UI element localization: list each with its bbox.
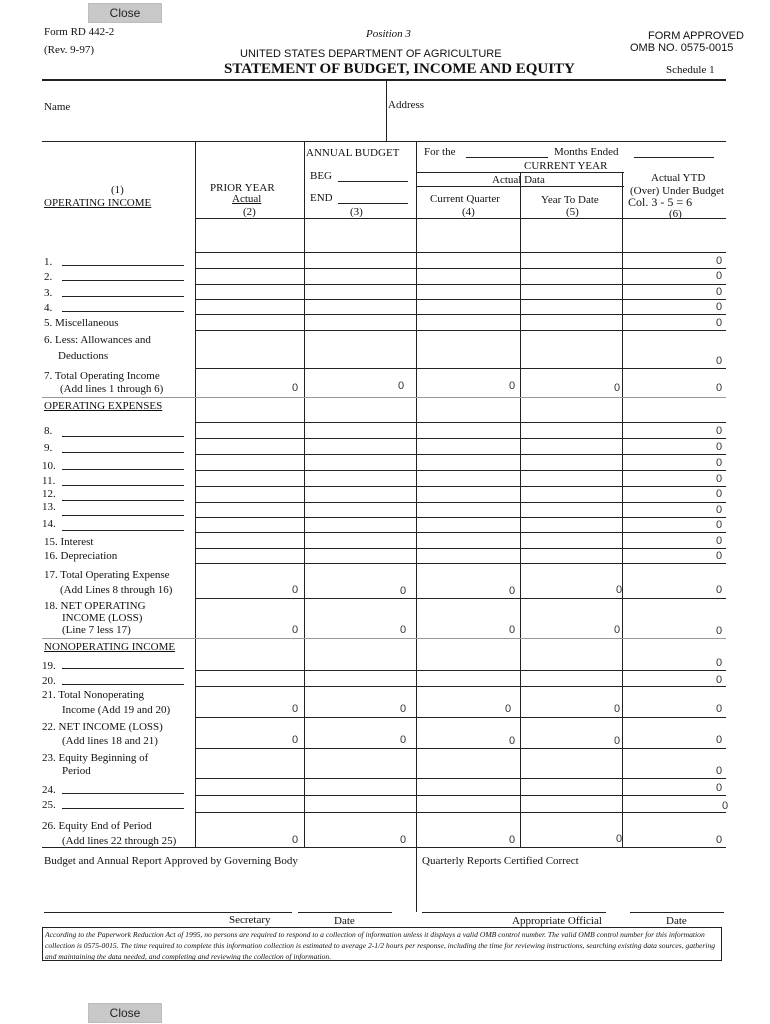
months-ended-label: Months Ended: [554, 146, 619, 158]
form-title: STATEMENT OF BUDGET, INCOME AND EQUITY: [224, 61, 575, 77]
row-26-label: 26. Equity End of Period: [42, 820, 152, 832]
year-to-date-heading: Year To Date: [541, 194, 599, 206]
grid-rule: [195, 548, 726, 549]
row-9-line[interactable]: [62, 452, 184, 453]
actual-ytd-heading: Actual YTD: [651, 172, 706, 184]
row-25-line[interactable]: [62, 808, 184, 809]
date1-label: Date: [334, 915, 355, 927]
row-23-sublabel: Period: [62, 765, 91, 777]
annual-budget-heading: ANNUAL BUDGET: [306, 147, 400, 159]
value-row-22-prior[interactable]: 0: [292, 734, 299, 746]
agency-name: UNITED STATES DEPARTMENT OF AGRICULTURE: [240, 48, 502, 60]
value-row-19[interactable]: 0: [716, 657, 723, 669]
grid-rule: [195, 563, 726, 564]
row-15-label: 15. Interest: [44, 536, 94, 548]
end-label: END: [310, 192, 333, 204]
value-row-22-budget[interactable]: 0: [400, 734, 407, 746]
value-row-23[interactable]: 0: [716, 765, 723, 777]
row-24-label: 24.: [42, 784, 56, 796]
value-row-7-budget[interactable]: 0: [398, 380, 405, 392]
row-20-line[interactable]: [62, 684, 184, 685]
value-row-12[interactable]: 0: [716, 488, 723, 500]
operating-expenses-heading: OPERATING EXPENSES: [44, 400, 163, 412]
row-6-label: 6. Less: Allowances and: [44, 334, 151, 346]
row-10-label: 10.: [42, 460, 56, 472]
grid-rule: [42, 638, 726, 639]
omb-number: OMB NO. 0575-0015: [630, 42, 734, 54]
grid-rule: [195, 778, 726, 779]
value-row-26-prior[interactable]: 0: [292, 834, 299, 846]
row-22-sublabel: (Add lines 18 and 21): [62, 735, 158, 747]
header-top-rule: [42, 141, 726, 142]
row-3-line[interactable]: [62, 296, 184, 297]
grid-rule: [42, 847, 726, 848]
value-row-13[interactable]: 0: [716, 504, 723, 516]
row-13-label: 13.: [42, 501, 56, 513]
row-5-label: 5. Miscellaneous: [44, 317, 119, 329]
grid-rule: [195, 368, 726, 369]
grid-rule: [195, 502, 726, 503]
row-16-label: 16. Depreciation: [44, 550, 118, 562]
grid-rule: [195, 268, 726, 269]
value-row-22-quarter[interactable]: 0: [509, 735, 516, 747]
value-row-5[interactable]: 0: [716, 317, 723, 329]
value-row-1[interactable]: 0: [716, 255, 723, 267]
current-quarter-heading: Current Quarter: [430, 193, 500, 205]
value-row-7-ytd[interactable]: 0: [614, 382, 621, 394]
value-row-7-quarter[interactable]: 0: [509, 380, 516, 392]
grid-rule: [195, 314, 726, 315]
grid-rule: [195, 438, 726, 439]
value-row-7-variance[interactable]: 0: [716, 382, 723, 394]
value-row-9[interactable]: 0: [716, 441, 723, 453]
grid-rule: [195, 812, 726, 813]
value-row-26-variance[interactable]: 0: [716, 834, 723, 846]
value-row-17-prior[interactable]: 0: [292, 584, 299, 596]
row-19-label: 19.: [42, 660, 56, 672]
value-row-18-variance[interactable]: 0: [716, 625, 723, 637]
form-number: Form RD 442-2: [44, 26, 115, 38]
grid-rule: [195, 532, 726, 533]
close-button-bottom[interactable]: Close: [88, 1003, 162, 1023]
value-row-25[interactable]: 0: [722, 800, 729, 812]
value-row-21-quarter[interactable]: 0: [505, 703, 512, 715]
row-18-label: 18. NET OPERATING: [44, 600, 146, 612]
value-row-17-budget[interactable]: 0: [400, 585, 407, 597]
row-18-sublabel-2: (Line 7 less 17): [62, 624, 131, 636]
name-label: Name: [44, 101, 71, 113]
close-button-top[interactable]: Close: [88, 3, 162, 23]
row-3-label: 3.: [44, 287, 53, 299]
value-row-16[interactable]: 0: [716, 550, 723, 562]
row-4-line[interactable]: [62, 311, 184, 312]
value-row-17-ytd[interactable]: 0: [616, 584, 623, 596]
value-row-14[interactable]: 0: [716, 519, 723, 531]
header-bottom-rule: [195, 218, 726, 219]
col-formula: Col. 3 - 5 = 6: [628, 195, 693, 209]
row-17-label: 17. Total Operating Expense: [44, 569, 170, 581]
value-row-26-ytd[interactable]: 0: [616, 833, 623, 845]
value-row-26-budget[interactable]: 0: [400, 834, 407, 846]
actual-data-rule: [416, 186, 624, 187]
schedule-label: Schedule 1: [666, 64, 715, 76]
row-25-label: 25.: [42, 799, 56, 811]
col4-number: (4): [462, 206, 475, 218]
row-10-line[interactable]: [62, 469, 184, 470]
date2-label: Date: [666, 915, 687, 927]
value-row-22-variance[interactable]: 0: [716, 734, 723, 746]
row-22-label: 22. NET INCOME (LOSS): [42, 721, 163, 733]
value-row-18-ytd[interactable]: 0: [614, 624, 621, 636]
row-1-line[interactable]: [62, 265, 184, 266]
col-divider-3: [416, 141, 417, 912]
value-row-17-variance[interactable]: 0: [716, 584, 723, 596]
name-address-divider: [386, 80, 387, 142]
value-row-20[interactable]: 0: [716, 674, 723, 686]
for-the-line: [466, 157, 548, 158]
value-row-8[interactable]: 0: [716, 425, 723, 437]
address-label: Address: [388, 99, 425, 111]
col3-number: (3): [350, 206, 363, 218]
row-11-line[interactable]: [62, 485, 184, 486]
grid-rule: [195, 454, 726, 455]
quarterly-certified-label: Quarterly Reports Certified Correct: [422, 855, 579, 867]
beg-line: [338, 181, 408, 182]
official-label: Appropriate Official: [512, 915, 602, 927]
grid-rule: [195, 686, 726, 687]
grid-rule: [195, 299, 726, 300]
date2-sign-line[interactable]: [630, 912, 724, 913]
row-26-sublabel: (Add lines 22 through 25): [62, 835, 177, 847]
paperwork-notice: According to the Paperwork Reduction Act of 1995, no persons are required to respond to a collection of information unless it displays a valid OMB control number. The valid OMB control number for this information collection is 0575-0015. The time required to complete this information collection is estimated to average 2-1/2 hours per response, including the time for reviewing instructions, searching existing data sources, gathering and maintaining the data needed, and completing and reviewing the collection of information.: [42, 927, 722, 961]
row-4-label: 4.: [44, 302, 53, 314]
grid-rule: [195, 284, 726, 285]
official-sign-line[interactable]: [422, 912, 606, 913]
row-21-label: 21. Total Nonoperating: [42, 689, 144, 701]
budget-approved-label: Budget and Annual Report Approved by Governing Body: [44, 855, 298, 867]
row-8-line[interactable]: [62, 436, 184, 437]
grid-rule: [195, 486, 726, 487]
value-row-18-quarter[interactable]: 0: [509, 624, 516, 636]
value-row-26-quarter[interactable]: 0: [509, 834, 516, 846]
col-divider-1: [195, 141, 196, 847]
col-divider-2: [304, 141, 305, 847]
value-row-4[interactable]: 0: [716, 301, 723, 313]
value-row-21-budget[interactable]: 0: [400, 703, 407, 715]
grid-rule: [195, 252, 726, 253]
value-row-7-prior[interactable]: 0: [292, 382, 299, 394]
actual-data-heading: Actual Data: [492, 174, 545, 186]
row-2-line[interactable]: [62, 280, 184, 281]
value-row-22-ytd[interactable]: 0: [614, 735, 621, 747]
title-rule: [42, 79, 726, 81]
grid-rule: [195, 598, 726, 599]
col-divider-4: [520, 172, 521, 847]
end-line: [338, 203, 408, 204]
form-approved: FORM APPROVED: [648, 30, 744, 42]
grid-rule: [195, 517, 726, 518]
date1-sign-line[interactable]: [298, 912, 392, 913]
prior-year-heading: PRIOR YEAR: [210, 182, 275, 194]
row-2-label: 2.: [44, 271, 53, 283]
grid-rule: [195, 670, 726, 671]
value-row-2[interactable]: 0: [716, 270, 723, 282]
value-row-3[interactable]: 0: [716, 286, 723, 298]
current-year-heading: CURRENT YEAR: [524, 160, 608, 172]
grid-rule: [195, 795, 726, 796]
row-13-line[interactable]: [62, 515, 184, 516]
value-row-21-prior[interactable]: 0: [292, 703, 299, 715]
row-9-label: 9.: [44, 442, 53, 454]
row-7-sublabel: (Add lines 1 through 6): [60, 383, 164, 395]
value-row-21-ytd[interactable]: 0: [614, 703, 621, 715]
grid-rule: [195, 422, 726, 423]
grid-rule: [42, 397, 726, 398]
row-1-label: 1.: [44, 256, 53, 268]
grid-rule: [195, 470, 726, 471]
row-17-sublabel: (Add Lines 8 through 16): [60, 584, 173, 596]
value-row-21-variance[interactable]: 0: [716, 703, 723, 715]
row-18-sublabel: INCOME (LOSS): [62, 612, 143, 624]
secretary-sign-line[interactable]: [44, 912, 292, 913]
row-12-label: 12.: [42, 488, 56, 500]
value-row-18-prior[interactable]: 0: [292, 624, 299, 636]
col5-number: (5): [566, 206, 579, 218]
value-row-18-budget[interactable]: 0: [400, 624, 407, 636]
row-6-sublabel: Deductions: [58, 350, 109, 362]
row-24-line[interactable]: [62, 793, 184, 794]
value-row-11[interactable]: 0: [716, 473, 723, 485]
revision: (Rev. 9-97): [44, 44, 94, 56]
operating-income-heading: OPERATING INCOME: [44, 197, 152, 209]
row-7-label: 7. Total Operating Income: [44, 370, 160, 382]
over-under-heading: (Over) Under Budget: [630, 185, 725, 197]
col2-number: (2): [243, 206, 256, 218]
col-divider-5: [622, 172, 623, 847]
row-8-label: 8.: [44, 425, 53, 437]
grid-rule: [195, 717, 726, 718]
prior-year-actual: Actual: [232, 193, 262, 205]
row-21-sublabel: Income (Add 19 and 20): [62, 704, 171, 716]
value-row-15[interactable]: 0: [716, 535, 723, 547]
row-14-line[interactable]: [62, 530, 184, 531]
nonoperating-income-heading: NONOPERATING INCOME: [44, 641, 176, 653]
row-23-label: 23. Equity Beginning of: [42, 752, 149, 764]
months-ended-line: [634, 157, 714, 158]
grid-rule: [195, 748, 726, 749]
for-the-label: For the: [424, 146, 456, 158]
value-row-6[interactable]: 0: [716, 355, 723, 367]
col1-number: (1): [111, 184, 124, 196]
grid-rule: [195, 330, 726, 331]
position-label: Position 3: [366, 28, 411, 40]
row-12-line[interactable]: [62, 500, 184, 501]
value-row-10[interactable]: 0: [716, 457, 723, 469]
row-14-label: 14.: [42, 518, 56, 530]
row-19-line[interactable]: [62, 668, 184, 669]
secretary-label: Secretary: [229, 914, 271, 926]
value-row-24[interactable]: 0: [716, 782, 723, 794]
row-11-label: 11.: [42, 475, 56, 487]
row-20-label: 20.: [42, 675, 56, 687]
value-row-17-quarter[interactable]: 0: [509, 585, 516, 597]
col6-number: (6): [669, 208, 682, 220]
current-year-rule: [416, 172, 624, 173]
beg-label: BEG: [310, 170, 332, 182]
